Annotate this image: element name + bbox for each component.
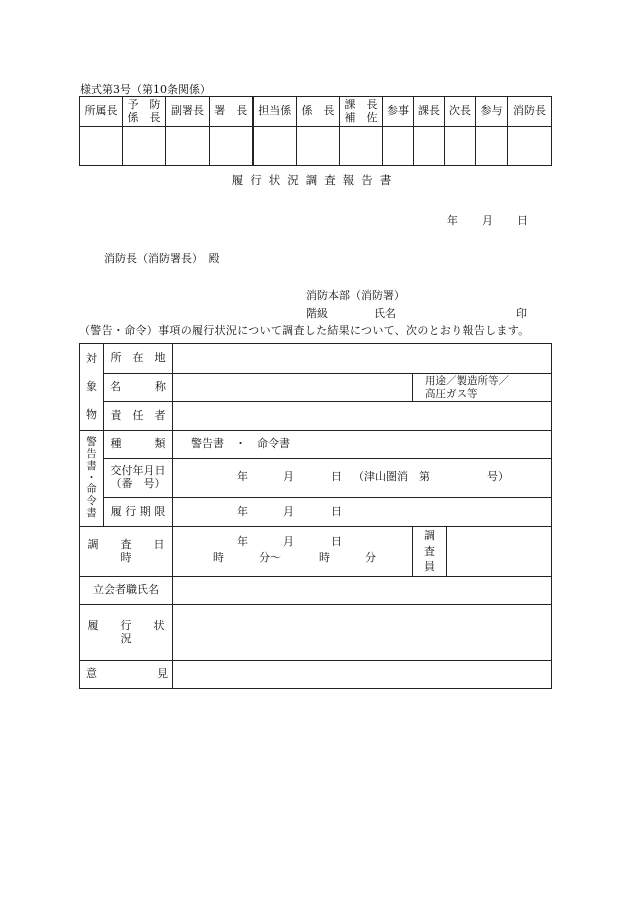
sender-name-label: 氏名 xyxy=(374,307,396,320)
opinion-value[interactable] xyxy=(173,661,552,689)
approval-stamp-cell[interactable] xyxy=(297,127,340,166)
approval-stamp-cell[interactable] xyxy=(253,127,297,166)
row-issue-date xyxy=(80,459,552,498)
approval-header-cell: 担当係 xyxy=(253,97,297,127)
approval-header-cell: 所属長 xyxy=(80,97,123,127)
row-kind xyxy=(80,431,552,459)
approval-stamp-cell[interactable] xyxy=(166,127,210,166)
approval-stamp-table xyxy=(79,96,552,166)
approval-stamp-cell[interactable] xyxy=(508,127,552,166)
row-responsible xyxy=(80,402,552,431)
addressee: 消防長（消防署長） 殿 xyxy=(104,252,220,265)
status-label: 履 行 状 況 xyxy=(80,605,173,661)
deadline-day: 日 xyxy=(331,505,342,518)
approval-stamp-cell[interactable] xyxy=(340,127,383,166)
investigator-value[interactable] xyxy=(447,527,552,577)
approval-header-cell: 副署長 xyxy=(166,97,210,127)
name-value[interactable] xyxy=(173,374,413,402)
survey-day: 日 xyxy=(331,535,342,548)
issue-month: 月 xyxy=(283,470,294,483)
usage-label: 用途／製造所等／ 高圧ガス等 xyxy=(413,374,552,402)
location-label: 所 在 地 xyxy=(104,344,173,374)
issue-ref-end: 号） xyxy=(487,470,509,483)
approval-stamp-cell[interactable] xyxy=(445,127,476,166)
approval-stamp-cell[interactable] xyxy=(476,127,508,166)
document-title: 履行状況調査報告書 xyxy=(231,173,399,187)
issue-date-label: 交付年月日 （番 号） xyxy=(104,459,173,498)
deadline-month: 月 xyxy=(283,505,294,518)
deadline-year: 年 xyxy=(237,505,248,518)
date-day: 日 xyxy=(517,214,528,227)
approval-stamp-cell[interactable] xyxy=(210,127,253,166)
approval-header-cell: 消防長 xyxy=(508,97,552,127)
survey-minute-end: 分 xyxy=(365,551,376,564)
row-opinion xyxy=(80,661,552,689)
date-year: 年 xyxy=(447,214,458,227)
responsible-value[interactable] xyxy=(173,402,552,431)
approval-header-cell: 参事 xyxy=(383,97,414,127)
survey-year: 年 xyxy=(237,535,248,548)
kind-value[interactable]: 警告書 ・ 命令書 xyxy=(173,431,552,459)
witness-label: 立会者職氏名 xyxy=(80,577,173,605)
kind-label: 種 類 xyxy=(104,431,173,459)
order-group-label: 警 告 書 ・ 命 令 書 xyxy=(80,431,104,527)
sender-rank-label: 階級 xyxy=(306,307,328,320)
name-label: 名 称 xyxy=(104,374,173,402)
row-location xyxy=(80,344,552,374)
deadline-label: 履 行 期 限 xyxy=(104,498,173,527)
approval-header-cell: 予 防 係 長 xyxy=(123,97,166,127)
seal-mark: 印 xyxy=(516,307,527,320)
intro-text: （警告・命令）事項の履行状況について調査した結果について、次のとおり報告します。 xyxy=(79,324,530,337)
row-name xyxy=(80,374,552,402)
survey-month: 月 xyxy=(283,535,294,548)
survey-hour-start: 時 xyxy=(213,551,224,564)
survey-date-label: 調 査 日 時 xyxy=(80,527,173,577)
approval-stamp-row xyxy=(80,127,552,166)
issue-year: 年 xyxy=(237,470,248,483)
approval-header-cell: 係 長 xyxy=(297,97,340,127)
investigator-label: 調 査 員 xyxy=(413,527,447,577)
row-status xyxy=(80,605,552,661)
approval-header-cell: 次長 xyxy=(445,97,476,127)
approval-stamp-cell[interactable] xyxy=(414,127,445,166)
approval-stamp-cell[interactable] xyxy=(383,127,414,166)
responsible-label: 責 任 者 xyxy=(104,402,173,431)
opinion-label: 意 見 xyxy=(80,661,173,689)
location-value[interactable] xyxy=(173,344,552,374)
deadline-value[interactable] xyxy=(173,498,552,527)
status-value[interactable] xyxy=(173,605,552,661)
survey-hour-end: 時 xyxy=(319,551,330,564)
approval-header-row xyxy=(80,97,552,127)
survey-minute-start: 分〜 xyxy=(259,551,281,564)
approval-header-cell: 署 長 xyxy=(210,97,253,127)
sender-org: 消防本部（消防署） xyxy=(306,289,405,302)
form-code: 様式第3号（第10条関係） xyxy=(80,83,211,96)
row-witness xyxy=(80,577,552,605)
report-table xyxy=(79,343,552,689)
issue-ref: （津山圏消 第 xyxy=(353,470,430,483)
witness-value[interactable] xyxy=(173,577,552,605)
row-survey-date xyxy=(80,527,552,577)
approval-stamp-cell[interactable] xyxy=(80,127,123,166)
target-group-label: 対 象 物 xyxy=(80,344,104,431)
issue-day: 日 xyxy=(331,470,342,483)
issue-date-value[interactable] xyxy=(173,459,552,498)
approval-stamp-cell[interactable] xyxy=(123,127,166,166)
survey-date-value[interactable] xyxy=(173,527,413,577)
date-month: 月 xyxy=(482,214,493,227)
approval-header-cell: 参与 xyxy=(476,97,508,127)
row-deadline xyxy=(80,498,552,527)
approval-header-cell: 課 長 補 佐 xyxy=(340,97,383,127)
approval-header-cell: 課長 xyxy=(414,97,445,127)
